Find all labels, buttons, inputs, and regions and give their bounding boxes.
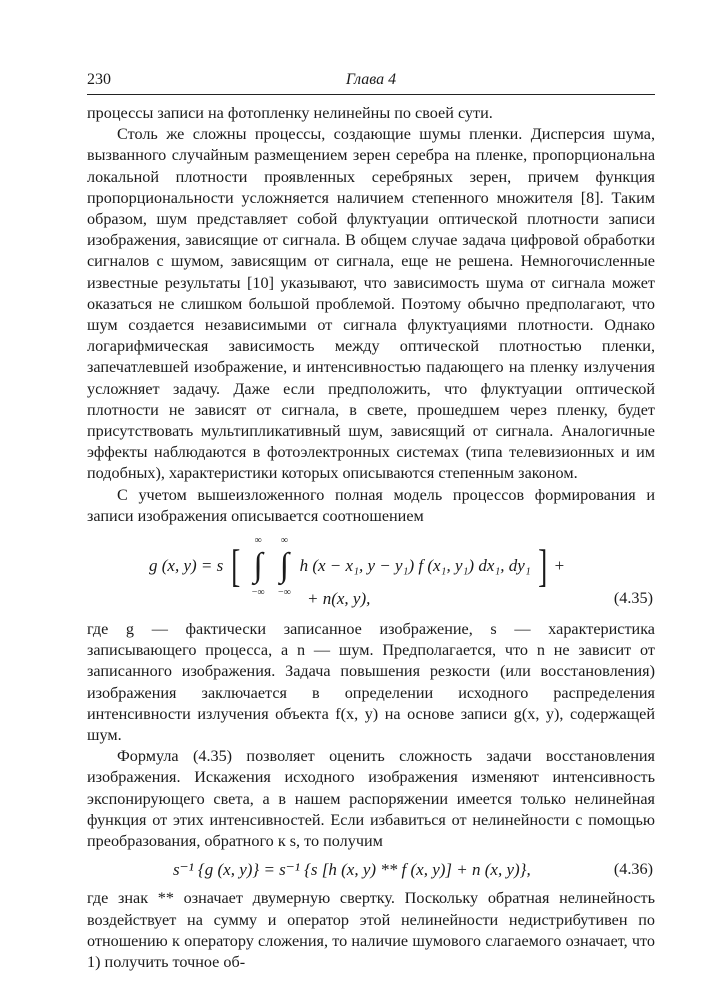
paragraph-4: где g — фактически записанное изображение, s — характеристика записывающего процесса, а n — шум. Предполагается, что n не зависит от записанного изображения. Задача повышения резкости (или восстановления) изображения заключается в определении исходного распределения интенсивности излучения объекта f(x, y) на основе записи g(x, y), содержащей шум. xyxy=(87,620,655,745)
left-bracket: [ xyxy=(230,540,240,592)
equation-4-35 xyxy=(87,535,655,619)
book-page xyxy=(87,68,655,973)
integral-upper-limit: ∞ xyxy=(254,535,262,547)
paragraph-2: Столь же сложны процессы, создающие шумы пленки. Дисперсия шума, вызванного случайным размещением зерен серебра на пленке, пропорциональна локальной плотности проявленных серебряных зерен, причем функция пропорциональности усложняется наличием степенного множителя [8]. Таким образом, шум представляет собой флуктуации оптической плотности записи изображения, зависящие от сигнала. В общем случае задача цифровой обработки сигналов с шумом, зависящим от сигнала, еще не решена. Немногочисленные известные результаты [10] указывают, что зависимость шума от сигнала может оказаться не слишком большой проблемой. Поэтому обычно предполагают, что шум создается независимыми от сигнала флуктуациями плотности. Однако логарифмическая зависимость между оптической плотностью пленки, запечатлевшей изображение, и интенсивностью падающего на пленку излучения усложняет задачу. Даже если предположить, что флуктуации оптической плотности не зависят от сигнала, в свете, прошедшем через пленку, будет присутствовать мультипликативный шум, зависящий от сигнала. Аналогичные эффекты наблюдаются в фотоэлектронных системах (типа телевизионных и им подобных), характеристики которых описываются степенным законом. xyxy=(87,125,655,483)
equation-4-35-integrand: h (x − x₁, y − y₁) f (x₁, y₁) dx₁, dy₁ xyxy=(299,556,531,576)
equation-4-35-lhs: g (x, y) = s xyxy=(149,556,224,576)
integral-sign-inner: ∞ ∫ −∞ xyxy=(273,541,295,591)
equation-number-4-35: (4.35) xyxy=(613,589,653,608)
integral-upper-limit: ∞ xyxy=(280,535,288,547)
paragraph-3: С учетом вышеизложенного полная модель процессов формирования и записи изображения описывается соотношением xyxy=(87,485,655,525)
paragraph-1: процессы записи на фотопленку нелинейны по своей сути. xyxy=(87,104,493,122)
equation-4-36 xyxy=(87,856,655,888)
integral-lower-limit: −∞ xyxy=(251,587,265,599)
page-number: 230 xyxy=(87,71,111,88)
running-head: Глава 4 xyxy=(345,71,397,88)
paragraph-5: Формула (4.35) позволяет оценить сложность задачи восстановления изображения. Искажения исходного изображения изменяют интенсивность экспонирующего света, а в нашем распоряжении имеется только нелинейная функция от этих интенсивностей. Если избавиться от нелинейности с помощью преобразования, обратного к s, то получим xyxy=(87,747,655,851)
integral-sign-outer: ∞ ∫ −∞ xyxy=(247,541,269,591)
paragraph-6: где знак ** означает двумерную свертку. Поскольку обратная нелинейность воздействует на сумму и оператор этой нелинейности недистрибутивен по отношению к оператору сложения, то наличие шумового слагаемого означает, что 1) получить точное об- xyxy=(87,889,655,971)
equation-4-36-body: s⁻¹ {g (x, y)} = s⁻¹ {s [h (x, y) ** f (x, y)] + n (x, y)}, xyxy=(173,860,531,880)
integral-lower-limit: −∞ xyxy=(277,587,291,599)
page-header xyxy=(87,68,655,92)
equation-number-4-36: (4.36) xyxy=(613,860,653,879)
header-rule xyxy=(87,94,655,95)
right-bracket: ] xyxy=(538,540,548,592)
equation-4-35-line-2: + n(x, y), xyxy=(307,589,371,609)
equation-4-35-plus: + xyxy=(554,556,565,576)
